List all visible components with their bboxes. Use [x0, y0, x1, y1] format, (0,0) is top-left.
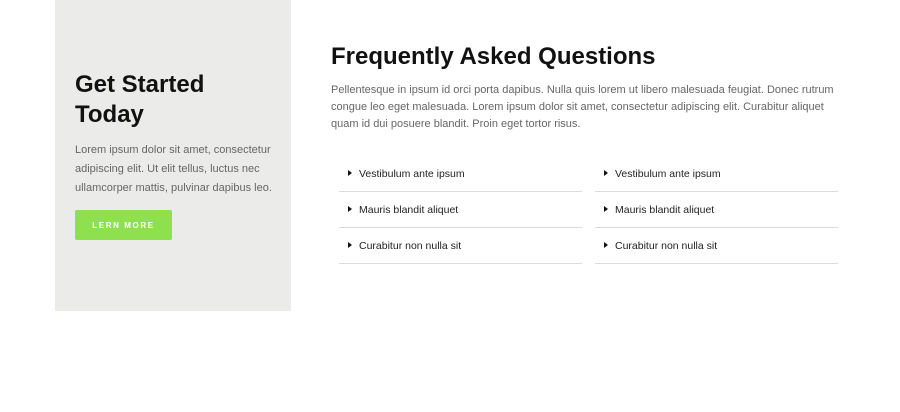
faq-item-curabitur-right[interactable]	[595, 228, 838, 264]
learn-more-button[interactable]: LERN MORE	[75, 210, 172, 240]
faq-item-curabitur-left[interactable]	[339, 228, 582, 264]
caret-right-icon	[348, 206, 352, 212]
faq-item-label: Vestibulum ante ipsum	[359, 168, 465, 180]
faq-item-label: Mauris blandit aliquet	[359, 204, 459, 216]
faq-intro-text: Pellentesque in ipsum id orci porta dapibus. Nulla quis lorem ut libero malesuada feugiat. Donec rutrum congue leo eget malesuada. Lorem ipsum dolor sit amet, consectetur adipiscing elit. Curabitur aliquet quam id dui posuere blandit. Proin eget tortor risus.	[331, 84, 834, 130]
faq-item-vestibulum-right[interactable]	[595, 156, 838, 192]
faq-item-label: Curabitur non nulla sit	[359, 240, 462, 252]
caret-right-icon	[348, 170, 352, 176]
faq-item-mauris-left[interactable]	[339, 192, 582, 228]
get-started-panel	[55, 0, 291, 311]
caret-right-icon	[348, 242, 352, 248]
faq-item-vestibulum-left[interactable]	[339, 156, 582, 192]
faq-list-left	[339, 156, 582, 264]
faq-item-mauris-right[interactable]	[595, 192, 838, 228]
faq-heading: Frequently Asked Questions	[331, 43, 656, 70]
faq-item-label: Mauris blandit aliquet	[615, 204, 715, 216]
faq-list-right	[595, 156, 838, 264]
caret-right-icon	[604, 206, 608, 212]
faq-item-label: Vestibulum ante ipsum	[615, 168, 721, 180]
get-started-title: Get Started Today	[75, 71, 205, 128]
faq-item-label: Curabitur non nulla sit	[615, 240, 718, 252]
caret-right-icon	[604, 242, 608, 248]
get-started-text: Lorem ipsum dolor sit amet, consectetur adipiscing elit. Ut elit tellus, luctus nec ullamcorper mattis, pulvinar dapibus leo.	[75, 144, 272, 194]
caret-right-icon	[604, 170, 608, 176]
